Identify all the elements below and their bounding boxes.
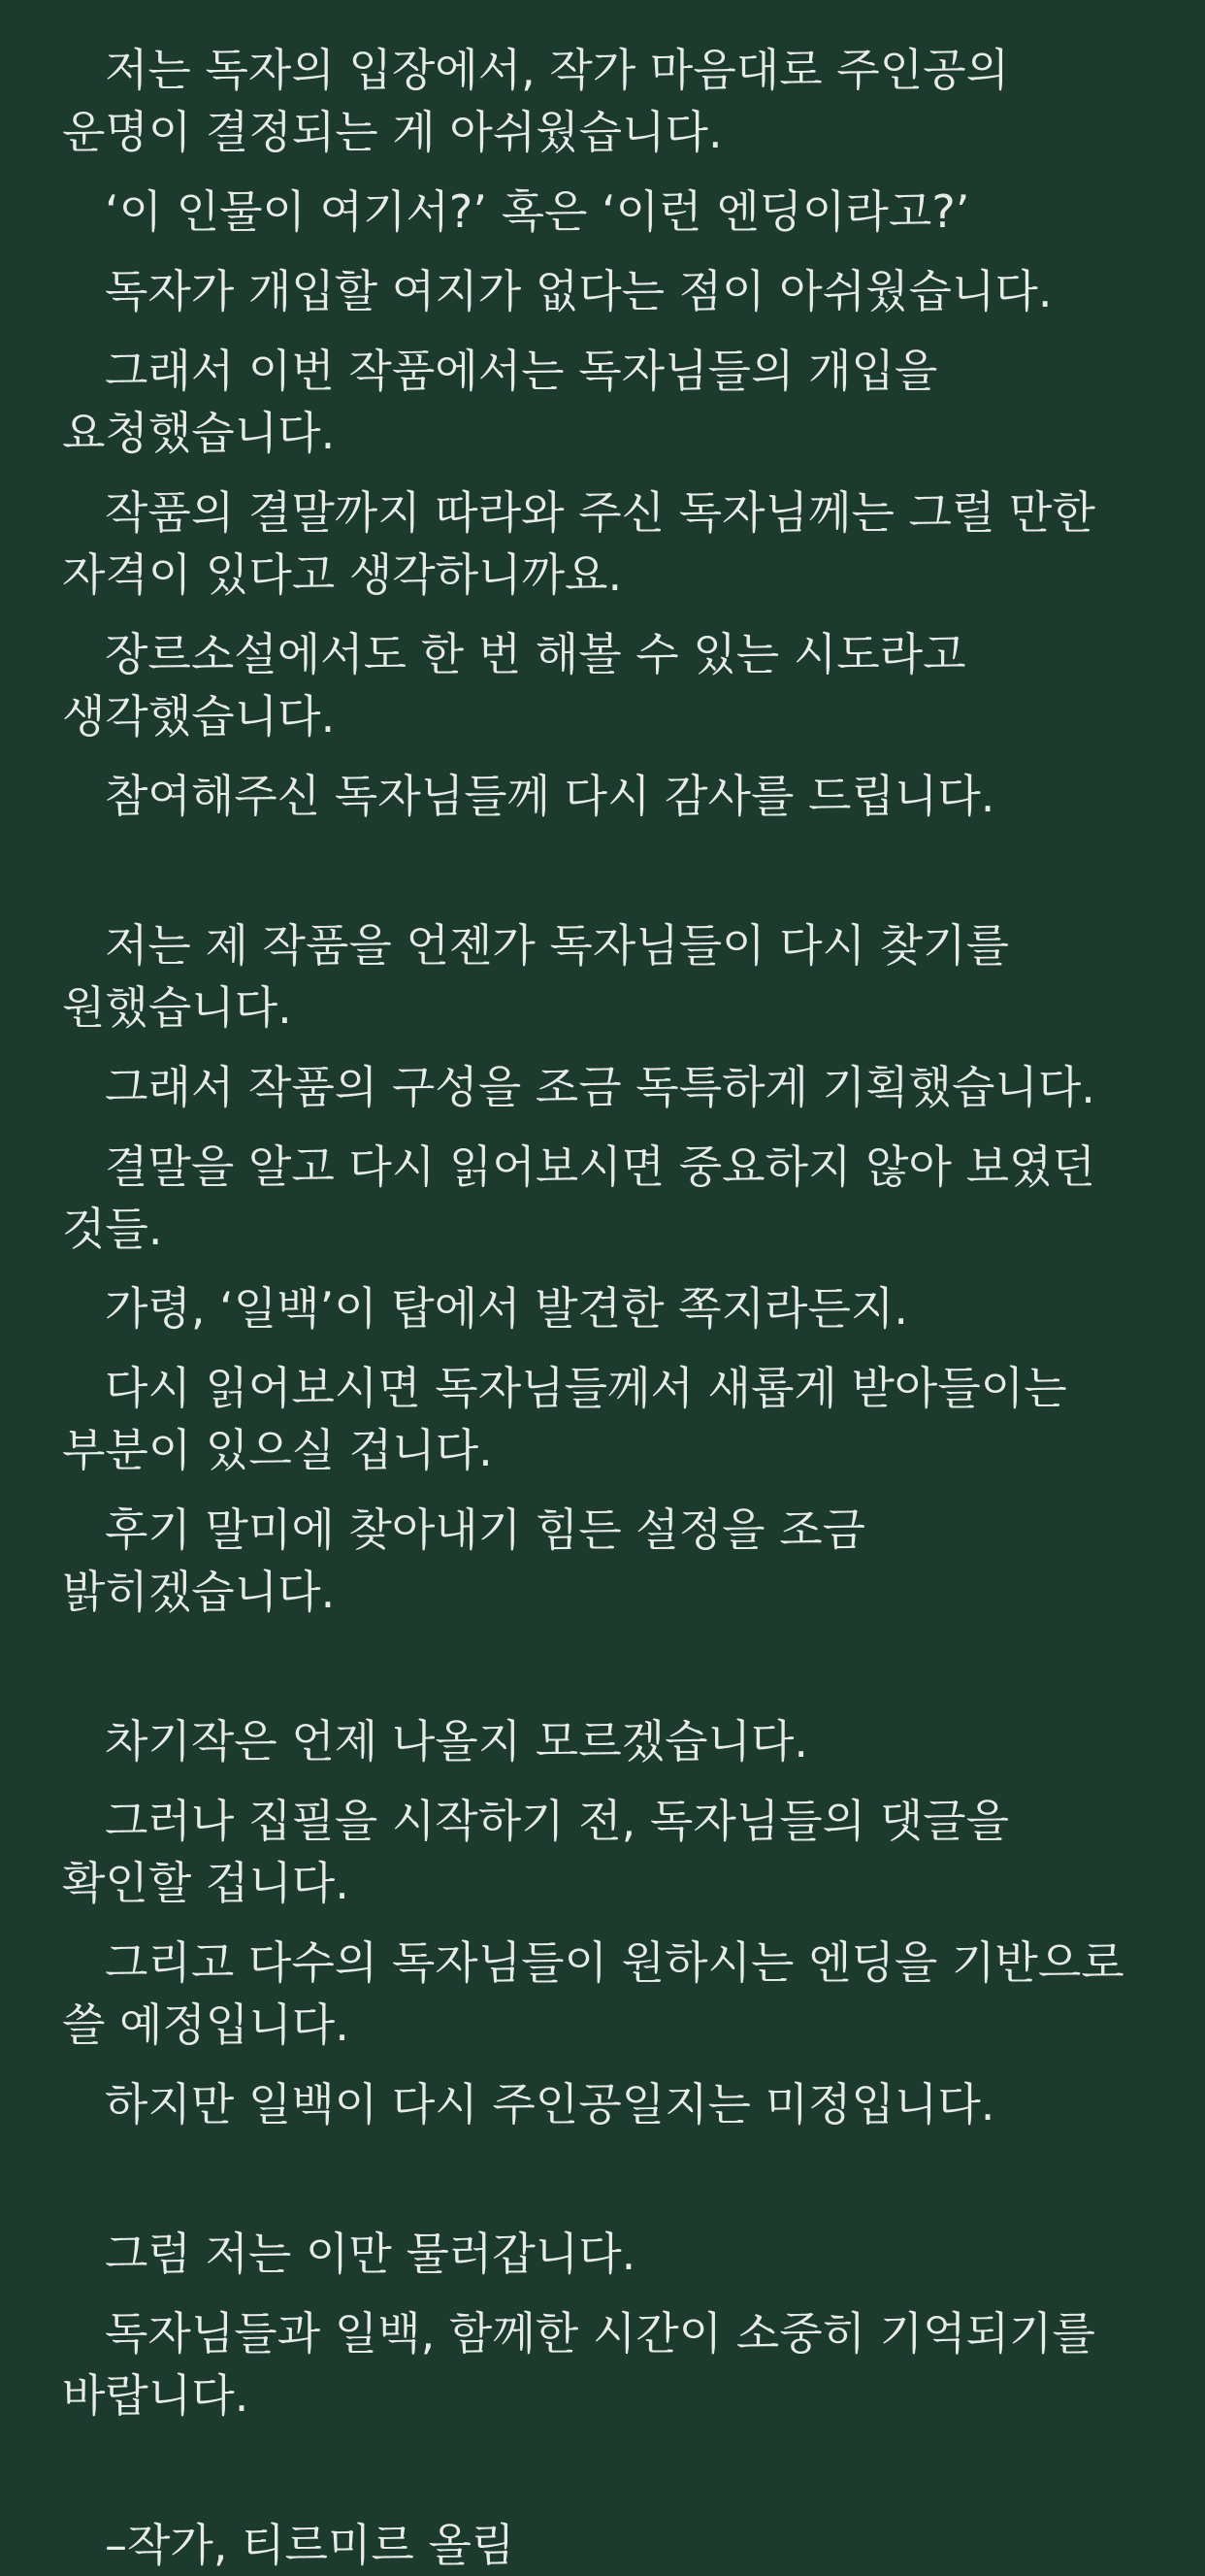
- paragraph: 가령, ‘일백’이 탑에서 발견한 쪽지라든지.: [105, 1282, 908, 1335]
- paragraph: 저는 제 작품을 언젠가 독자님들이 다시 찾기를 원했습니다.: [62, 919, 1010, 1034]
- paragraph: 그리고 다수의 독자님들이 원하시는 엔딩을 기반으로 쓸 예정입니다.: [62, 1936, 1124, 2051]
- paragraph: 하지만 일백이 다시 주인공일지는 미정입니다.: [105, 2078, 995, 2130]
- paragraph: 결말을 알고 다시 읽어보시면 중요하지 않아 보였던 것들.: [62, 1140, 1095, 1255]
- paragraph: 그래서 이번 작품에서는 독자님들의 개입을 요청했습니다.: [62, 345, 938, 459]
- paragraph: 독자가 개입할 여지가 없다는 점이 아쉬웠습니다.: [105, 265, 1053, 317]
- paragraph: 다시 읽어보시면 독자님들께서 새롭게 받아들이는 부분이 있으실 겁니다.: [62, 1362, 1067, 1476]
- paragraph: 독자님들과 일백, 함께한 시간이 소중히 기억되기를 바랍니다.: [62, 2307, 1095, 2422]
- paragraph: 그럼 저는 이만 물러갑니다.: [105, 2228, 636, 2280]
- paragraph: ‘이 인물이 여기서?’ 혹은 ‘이런 엔딩이라고?’: [105, 185, 970, 238]
- paragraph: 그러나 집필을 시작하기 전, 독자님들의 댓글을 확인할 겁니다.: [62, 1795, 1010, 1909]
- paragraph: 저는 독자의 입장에서, 작가 마음대로 주인공의 운명이 결정되는 게 아쉬웠습니다.: [62, 44, 1010, 158]
- paragraph: 작품의 결말까지 따라와 주신 독자님께는 그럴 만한 자격이 있다고 생각하니까요.: [62, 486, 1095, 601]
- paragraph: 후기 말미에 찾아내기 힘든 설정을 조금 밝히겠습니다.: [62, 1503, 866, 1618]
- paragraph: 장르소설에서도 한 번 해볼 수 있는 시도라고 생각했습니다.: [62, 628, 966, 743]
- author-signature: –작가, 티르미르 올림: [105, 2519, 515, 2571]
- paragraph: 차기작은 언제 나올지 모르겠습니다.: [105, 1715, 809, 1767]
- paragraph: 그래서 작품의 구성을 조금 독특하게 기획했습니다.: [105, 1061, 1095, 1113]
- paragraph: 참여해주신 독자님들께 다시 감사를 드립니다.: [105, 770, 995, 822]
